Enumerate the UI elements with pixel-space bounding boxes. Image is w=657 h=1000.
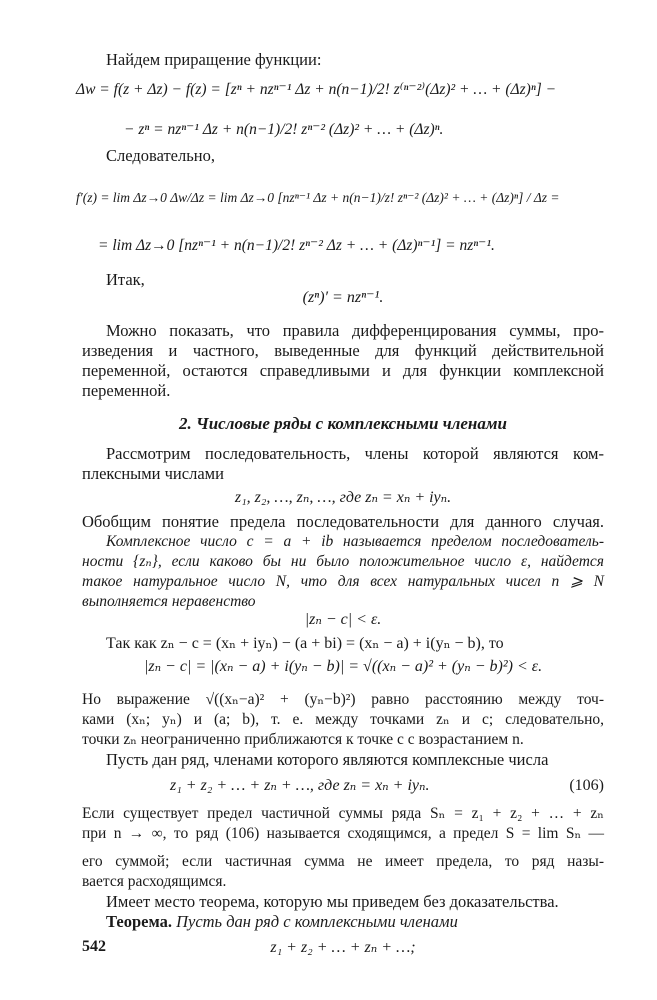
since-line: Так как zₙ − c = (xₙ + iyₙ) − (a + bi) = (xₙ − a) + i(yₙ − b), то (106, 635, 504, 652)
itak-text: Итак, (106, 270, 145, 289)
theorem-text: Пусть дан ряд с комплексными членами (176, 912, 458, 931)
distance-paragraph-line3: точки zₙ неограниченно приближаются к точке c с возрастанием n. (82, 731, 524, 748)
distance-paragraph-line2: ками (xₙ; yₙ) и (a; b), т. е. между точками zₙ и c; следовательно, (82, 711, 604, 728)
equation-increment-line1: Δw = f(z + Δz) − f(z) = [zⁿ + nzⁿ⁻¹ Δz + n(n−1)/2! z⁽ⁿ⁻²⁾(Δz)² + … + (Δz)ⁿ] − (76, 81, 557, 98)
definition-line2: ности {zₙ}, если каково бы ни было положительное число ε, найдется (82, 553, 604, 570)
paragraph-sequence-line2: плексными числами (82, 464, 224, 483)
series-formula: z₁ + z₂ + … + zₙ + …, где zₙ = xₙ + iyₙ. (170, 777, 430, 794)
theorem-statement (82, 912, 458, 932)
paragraph-rules-line4: переменной. (82, 381, 171, 400)
equation-number: (106) (569, 777, 604, 794)
convergence-line2: при n → ∞, то ряд (106) называется сходящимся, а предел S = lim Sₙ — (82, 825, 604, 842)
paragraph-rules-line2: изведения и частного, выведенные для функций действительной (82, 341, 604, 360)
sequence-formula: z₁, z₂, …, zₙ, …, где zₙ = xₙ + iyₙ. (234, 489, 452, 506)
paragraph-rules-line3: переменной, остаются справедливыми и для функции комплексной (82, 361, 604, 380)
equation-derivative-line1: f′(z) = lim Δz→0 Δw/Δz = lim Δz→0 [nzⁿ⁻¹ Δz + n(n−1)/z! zⁿ⁻² (Δz)² + … + (Δz)ⁿ] / Δz = (76, 190, 560, 205)
definition-line1: Комплексное число c = a + ib называется пределом последователь- (106, 533, 604, 550)
modulus-line: |zₙ − c| = |(xₙ − a) + i(yₙ − b)| = √((xₙ − a)² + (yₙ − b)²) < ε. (143, 658, 543, 675)
convergence-line1: Если существует предел частичной суммы ряда Sₙ = z₁ + z₂ + … + zₙ (82, 805, 604, 822)
convergence-line4: вается расходящимся. (82, 873, 227, 890)
definition-line3: такое натуральное число N, что для всех натуральных чисел n ⩾ N (82, 573, 604, 590)
series-formula-row (170, 776, 604, 796)
definition-line4: выполняется неравенство (82, 593, 256, 610)
consequently-text: Следовательно, (106, 146, 215, 165)
theorem-label: Теорема. (106, 912, 172, 931)
generalize-text: Обобщим понятие предела последовательности для данного случая. (82, 512, 604, 531)
intro-text: Найдем приращение функции: (106, 50, 322, 69)
convergence-line3: его суммой; если частичная сумма не имеет предела, то ряд назы- (82, 853, 604, 870)
section-heading: 2. Числовые ряды с комплексными членами (179, 414, 507, 433)
paragraph-sequence-line1: Рассмотрим последовательность, члены которой являются ком- (106, 444, 604, 463)
page-number: 542 (82, 938, 106, 955)
equation-derivative-line2: = lim Δz→0 [nzⁿ⁻¹ + n(n−1)/2! zⁿ⁻² Δz + … + (Δz)ⁿ⁻¹] = nzⁿ⁻¹. (98, 237, 495, 254)
paragraph-rules-line1: Можно показать, что правила дифференцирования суммы, про- (106, 321, 604, 340)
final-series-formula: z₁ + z₂ + … + zₙ + …; (270, 939, 416, 956)
equation-increment-line2: − zⁿ = nzⁿ⁻¹ Δz + n(n−1)/2! zⁿ⁻² (Δz)² + … + (Δz)ⁿ. (124, 121, 444, 138)
equation-power-rule: (zⁿ)′ = nzⁿ⁻¹. (302, 289, 384, 306)
limit-inequality: |zₙ − c| < ε. (304, 611, 382, 628)
series-intro: Пусть дан ряд, членами которого являются комплексные числа (106, 750, 549, 769)
theorem-intro: Имеет место теорема, которую мы приведем без доказательства. (106, 892, 559, 911)
distance-paragraph-line1: Но выражение √((xₙ−a)² + (yₙ−b)²) равно расстоянию между точ- (82, 691, 604, 708)
